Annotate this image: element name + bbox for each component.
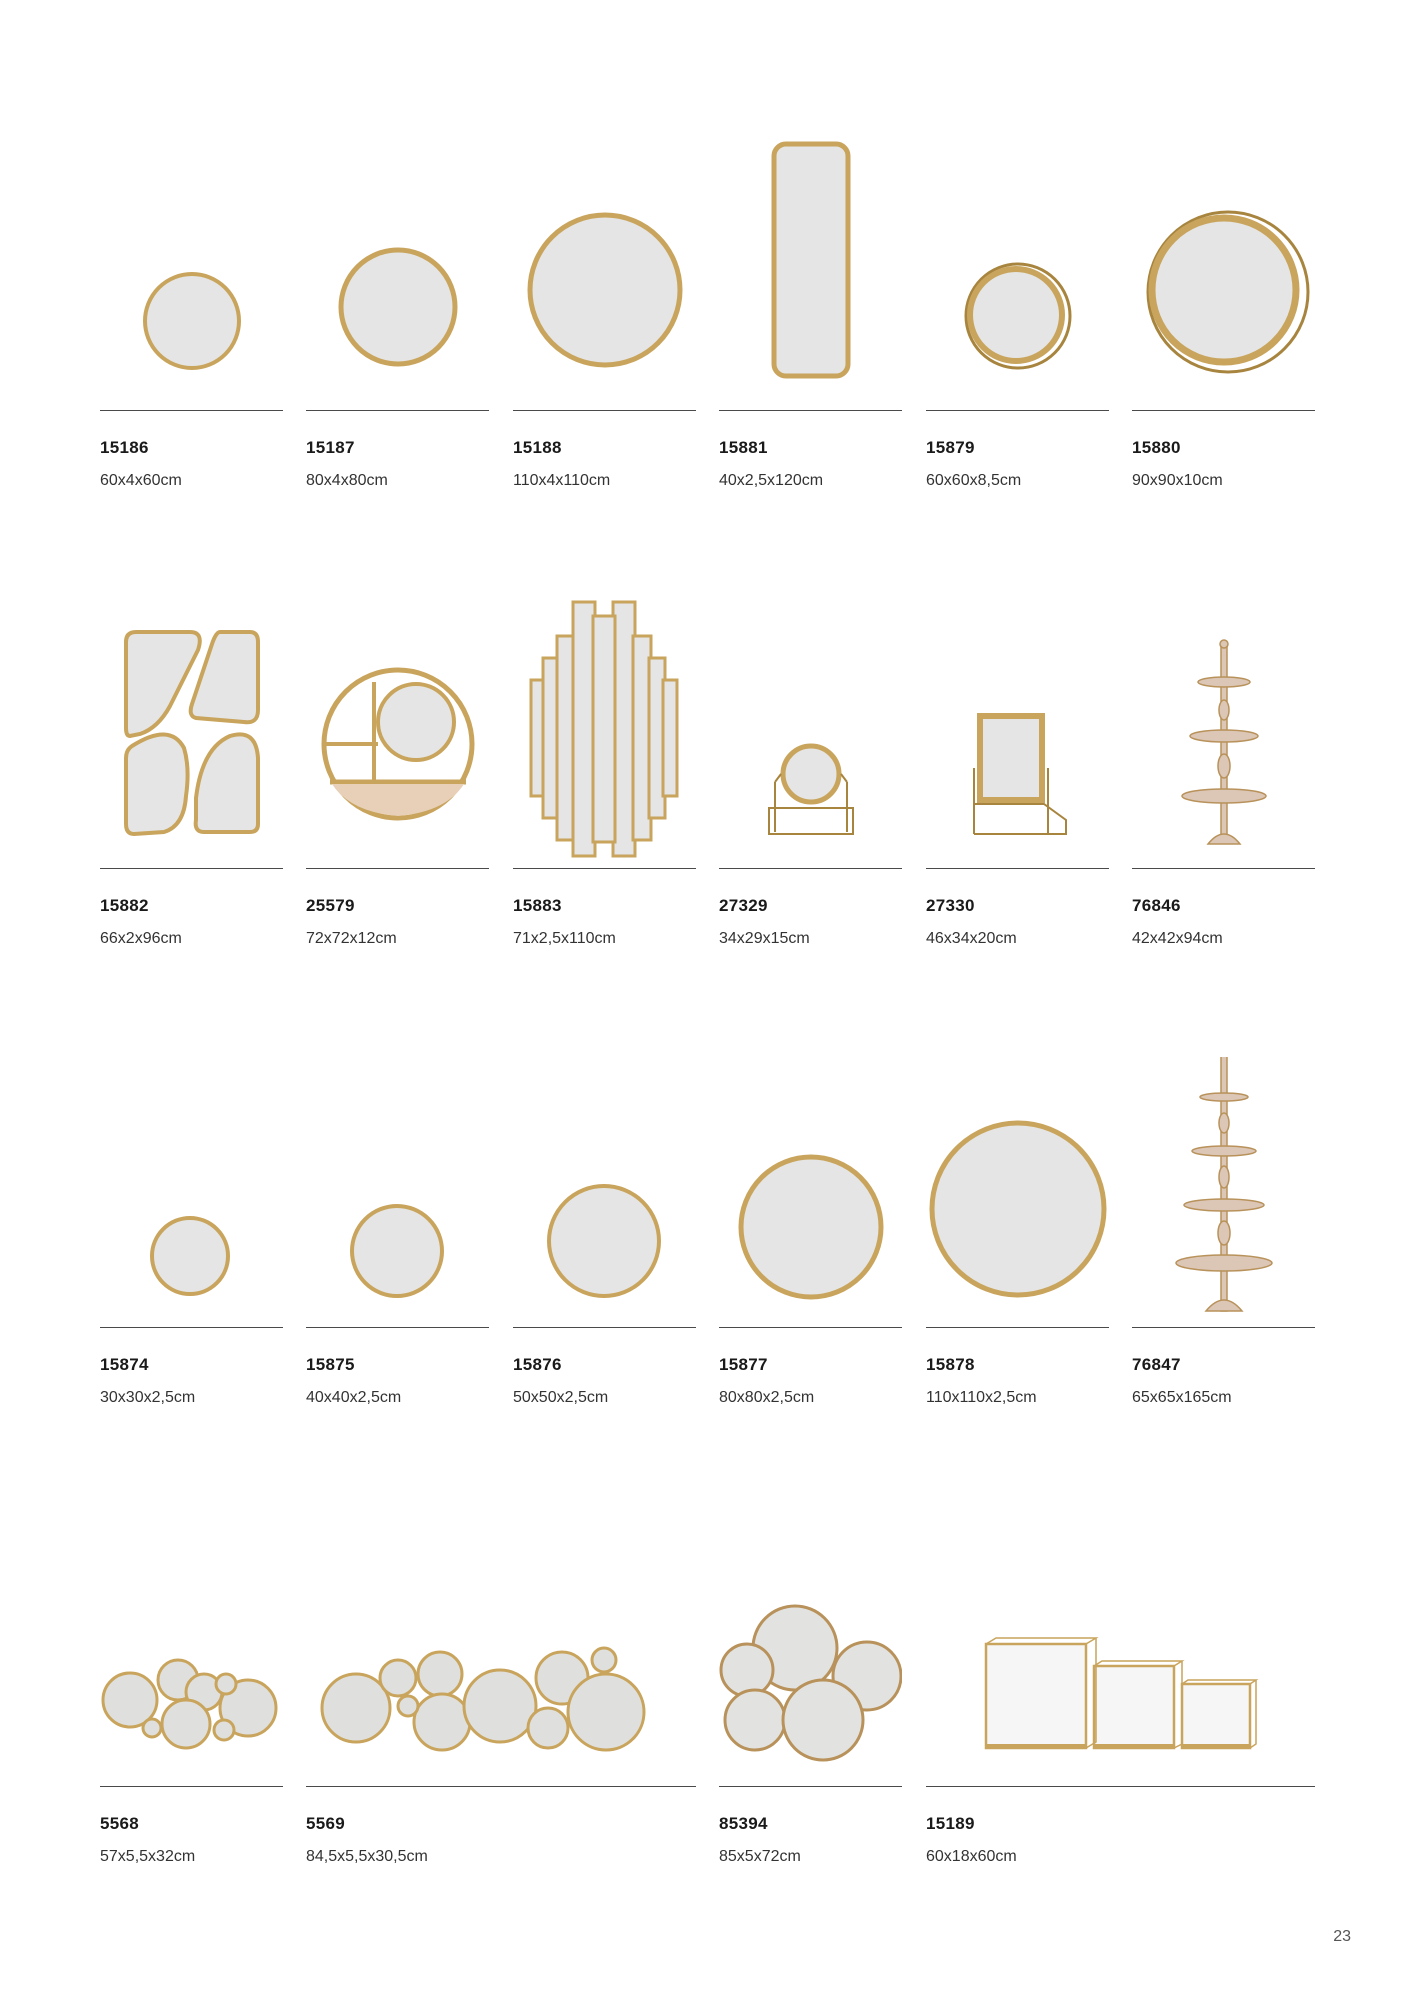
product-thumbnail [306,598,489,868]
product-dimensions: 110x4x110cm [513,472,611,489]
product-item [926,140,1109,500]
product-dimensions: 34x29x15cm [719,930,810,947]
divider [306,1327,489,1328]
thin-round-mirror-50-icon [513,1057,696,1327]
multi-circle-mirror-wide-icon [306,1516,696,1786]
divider [1132,868,1315,869]
product-dimensions: 65x65x165cm [1132,1389,1232,1406]
product-thumbnail [719,1516,902,1786]
product-dimensions: 71x2,5x110cm [513,930,616,947]
product-thumbnail [926,140,1109,410]
multi-circle-mirror-small-icon [100,1516,283,1786]
product-code: 15881 [719,438,768,457]
product-code: 15882 [100,896,149,915]
product-code: 15883 [513,896,562,915]
divider [513,410,696,411]
product-thumbnail [719,140,902,410]
product-dimensions: 40x40x2,5cm [306,1389,402,1406]
product-code: 15186 [100,438,149,457]
round-shelf-mirror-icon [306,598,489,868]
divider [1132,1327,1315,1328]
table-mirror-round-icon [719,598,902,868]
product-thumbnail [513,1057,696,1327]
thin-round-mirror-80-icon [719,1057,902,1327]
divider [719,410,902,411]
product-item [100,1516,283,1876]
divider [100,1327,283,1328]
product-item [719,140,902,500]
product-dimensions: 57x5,5x32cm [100,1848,196,1865]
divider [100,410,283,411]
product-thumbnail [100,598,283,868]
product-code: 25579 [306,896,355,915]
product-code: 5569 [306,1814,346,1833]
product-thumbnail [926,1516,1315,1786]
product-dimensions: 40x2,5x120cm [719,472,824,489]
product-thumbnail [100,1057,283,1327]
product-item [306,1516,696,1876]
product-dimensions: 60x18x60cm [926,1848,1017,1865]
product-dimensions: 60x60x8,5cm [926,472,1022,489]
product-item [719,598,902,958]
product-dimensions: 46x34x20cm [926,930,1017,947]
product-thumbnail [513,140,696,410]
round-mirror-large-icon [513,140,696,410]
divider [926,1327,1109,1328]
divider [719,1786,902,1787]
organic-shapes-mirror-icon [100,598,283,868]
product-dimensions: 90x90x10cm [1132,472,1223,489]
product-code: 15189 [926,1814,975,1833]
deep-frame-round-mirror-large-icon [1132,140,1315,410]
product-dimensions: 50x50x2,5cm [513,1389,609,1406]
product-dimensions: 66x2x96cm [100,930,182,947]
product-code: 85394 [719,1814,768,1833]
product-item [513,598,696,958]
divider [513,1327,696,1328]
product-item [1132,140,1315,500]
product-code: 15878 [926,1355,975,1374]
product-code: 15880 [1132,438,1181,457]
product-dimensions: 60x4x60cm [100,472,182,489]
product-thumbnail [306,140,489,410]
product-dimensions: 110x110x2,5cm [926,1389,1037,1406]
product-thumbnail [306,1057,489,1327]
product-item [926,1516,1315,1876]
product-code: 76847 [1132,1355,1181,1374]
product-thumbnail [100,1516,283,1786]
table-mirror-rectangular-icon [926,598,1109,868]
product-code: 15874 [100,1355,149,1374]
product-item [100,1057,283,1417]
thin-round-mirror-110-icon [926,1057,1109,1327]
product-dimensions: 30x30x2,5cm [100,1389,196,1406]
three-tier-etagere-icon [1132,598,1315,868]
deep-frame-round-mirror-icon [926,140,1109,410]
product-dimensions: 84,5x5,5x30,5cm [306,1848,428,1865]
product-dimensions: 42x42x94cm [1132,930,1223,947]
divider [719,1327,902,1328]
product-thumbnail [1132,1057,1315,1327]
product-item [1132,598,1315,958]
product-code: 15876 [513,1355,562,1374]
divider [100,868,283,869]
product-thumbnail [719,1057,902,1327]
product-thumbnail [100,140,283,410]
product-thumbnail [1132,598,1315,868]
round-mirror-medium-icon [306,140,489,410]
five-tier-etagere-icon [1132,1057,1315,1327]
glass-display-boxes-icon [926,1516,1315,1786]
product-item [719,1516,902,1876]
product-thumbnail [926,598,1109,868]
product-code: 15188 [513,438,562,457]
product-dimensions: 85x5x72cm [719,1848,801,1865]
product-dimensions: 80x4x80cm [306,472,388,489]
divider [513,868,696,869]
art-deco-mirror-icon [513,598,696,868]
product-code: 15187 [306,438,355,457]
divider [306,868,489,869]
divider [306,410,489,411]
product-item [306,598,489,958]
product-item [306,1057,489,1417]
product-code: 5568 [100,1814,140,1833]
page-number: 23 [1333,1928,1351,1945]
divider [1132,410,1315,411]
product-thumbnail [513,598,696,868]
product-thumbnail [306,1516,696,1786]
product-code: 76846 [1132,896,1181,915]
product-code: 27329 [719,896,768,915]
thin-round-mirror-30-icon [100,1057,283,1327]
product-code: 27330 [926,896,975,915]
divider [100,1786,283,1787]
product-item [926,598,1109,958]
divider [719,868,902,869]
product-item [926,1057,1109,1417]
rectangular-mirror-icon [719,140,902,410]
product-dimensions: 72x72x12cm [306,930,397,947]
product-item [100,140,283,500]
product-item [719,1057,902,1417]
thin-round-mirror-40-icon [306,1057,489,1327]
product-thumbnail [1132,140,1315,410]
divider [926,868,1109,869]
product-code: 15879 [926,438,975,457]
divider [926,410,1109,411]
overlapping-circles-mirror-icon [719,1516,902,1786]
product-item [1132,1057,1315,1417]
divider [306,1786,696,1787]
product-thumbnail [926,1057,1109,1327]
product-code: 15875 [306,1355,355,1374]
product-item [100,598,283,958]
product-thumbnail [719,598,902,868]
product-item [513,1057,696,1417]
product-dimensions: 80x80x2,5cm [719,1389,815,1406]
product-item [306,140,489,500]
divider [926,1786,1315,1787]
product-code: 15877 [719,1355,768,1374]
round-mirror-small-icon [100,140,283,410]
product-item [513,140,696,500]
